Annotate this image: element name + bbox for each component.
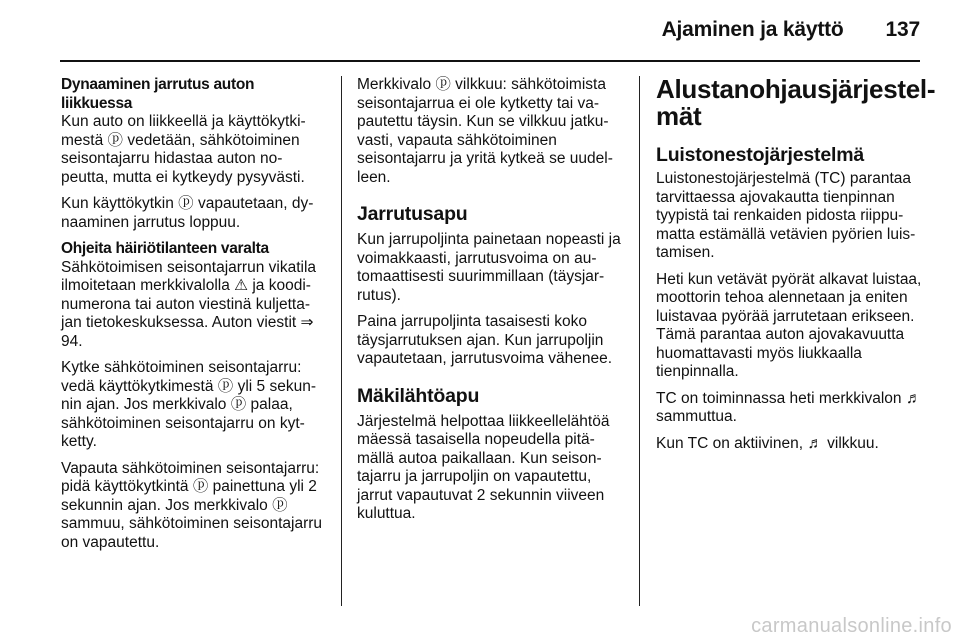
column-3 xyxy=(656,74,936,461)
paragraph: Vapauta sähkötoiminen seisontajarru: pidä käyttökytkintä ⓟ painettuna yli 2 sekunnin ajan. Jos merkkivalo ⓟ sammuu, sähkötoiminen seisontajarru on vapautettu. xyxy=(61,459,323,551)
heading-chassis-control: Alustanohjausjärjestelmät xyxy=(656,74,936,131)
paragraph: Heti kun vetävät pyörät alkavat luistaa, moottorin tehoa alennetaan ja eniten luistavaa pyörää jarrutetaan erikseen. Tämä parantaa auton ajovakavuutta huomattavasti myös liukkaalla tienpinnalla. xyxy=(656,270,922,380)
paragraph: Luistonestojärjestelmä (TC) parantaa tarvittaessa ajovakautta tienpinnan tyypistä tai renkaiden pidosta riippumatta estämällä vetävien pyörien luistamisen. xyxy=(656,170,916,261)
heading-brake-assist: Jarrutusapu xyxy=(357,203,468,225)
paragraph: Paina jarrupoljinta tasaisesti koko täysjarrutuksen ajan. Kun jarrupoljin vapautetaan, jarrutusvoima vähenee. xyxy=(357,313,613,367)
heading-dynamic-braking: Dynaaminen jarrutus auton liikkuessa xyxy=(61,76,255,112)
paragraph: TC on toiminnassa heti merkkivalon ♬ sammuttua. xyxy=(656,389,922,425)
watermark: carmanualsonline.info xyxy=(751,615,952,637)
paragraph: Sähkötoimisen seisontajarrun vikatila ilmoitetaan merkkivalolla ⚠ ja koodinumerona tai auton viestinä kuljettajan tietokeskuksessa. Auton viestit ⇒ 94. xyxy=(61,258,317,350)
paragraph: Kun TC on aktiivinen, ♬ vilkkuu. xyxy=(656,434,879,452)
header-rule xyxy=(60,60,920,62)
column-divider-2 xyxy=(639,76,640,606)
paragraph: Kun auto on liikkeellä ja käyttökytkimestä ⓟ vedetään, sähkötoiminen seisontajarru hidastaa auton nopeutta, mutta ei kytkeydy pysyvästi. xyxy=(61,113,306,186)
paragraph: Merkkivalo ⓟ vilkkuu: sähkötoimista seisontajarrua ei ole kytketty tai vapautettu täysin. Kun se vilkkuu jatkuvasti, vapauta sähkötoiminen seisontajarru ja yritä kytkeä se uudelleen. xyxy=(357,76,613,186)
page-title: Ajaminen ja käyttö xyxy=(661,18,844,41)
heading-traction-control: Luistonestojärjestelmä xyxy=(656,144,864,166)
heading-fault-instructions: Ohjeita häiriötilanteen varalta xyxy=(61,240,269,257)
paragraph: Järjestelmä helpottaa liikkeellelähtöä mäessä tasaisella nopeudella pitämällä autoa paikallaan. Kun seisontajarru ja jarrupoljin on vapautettu, jarrut vapautuvat 2 sekunnin viiveen kuluttua. xyxy=(357,412,610,522)
paragraph: Kytke sähkötoiminen seisontajarru: vedä käyttökytkimestä ⓟ yli 5 sekunnin ajan. Jos merkkivalo ⓟ palaa, sähkötoiminen seisontajarru on kytketty. xyxy=(61,359,316,450)
page-number: 137 xyxy=(885,18,920,41)
column-divider-1 xyxy=(341,76,342,606)
paragraph: Kun jarrupoljinta painetaan nopeasti ja voimakkaasti, jarrutusvoima on automaattisesti suurimmillaan (täysjarrutus). xyxy=(357,231,621,304)
heading-hill-start-assist: Mäkilähtöapu xyxy=(357,384,480,407)
paragraph: Kun käyttökytkin ⓟ vapautetaan, dynaaminen jarrutus loppuu. xyxy=(61,195,314,231)
column-2 xyxy=(357,76,622,532)
column-1 xyxy=(61,76,323,560)
page-header xyxy=(662,18,920,42)
